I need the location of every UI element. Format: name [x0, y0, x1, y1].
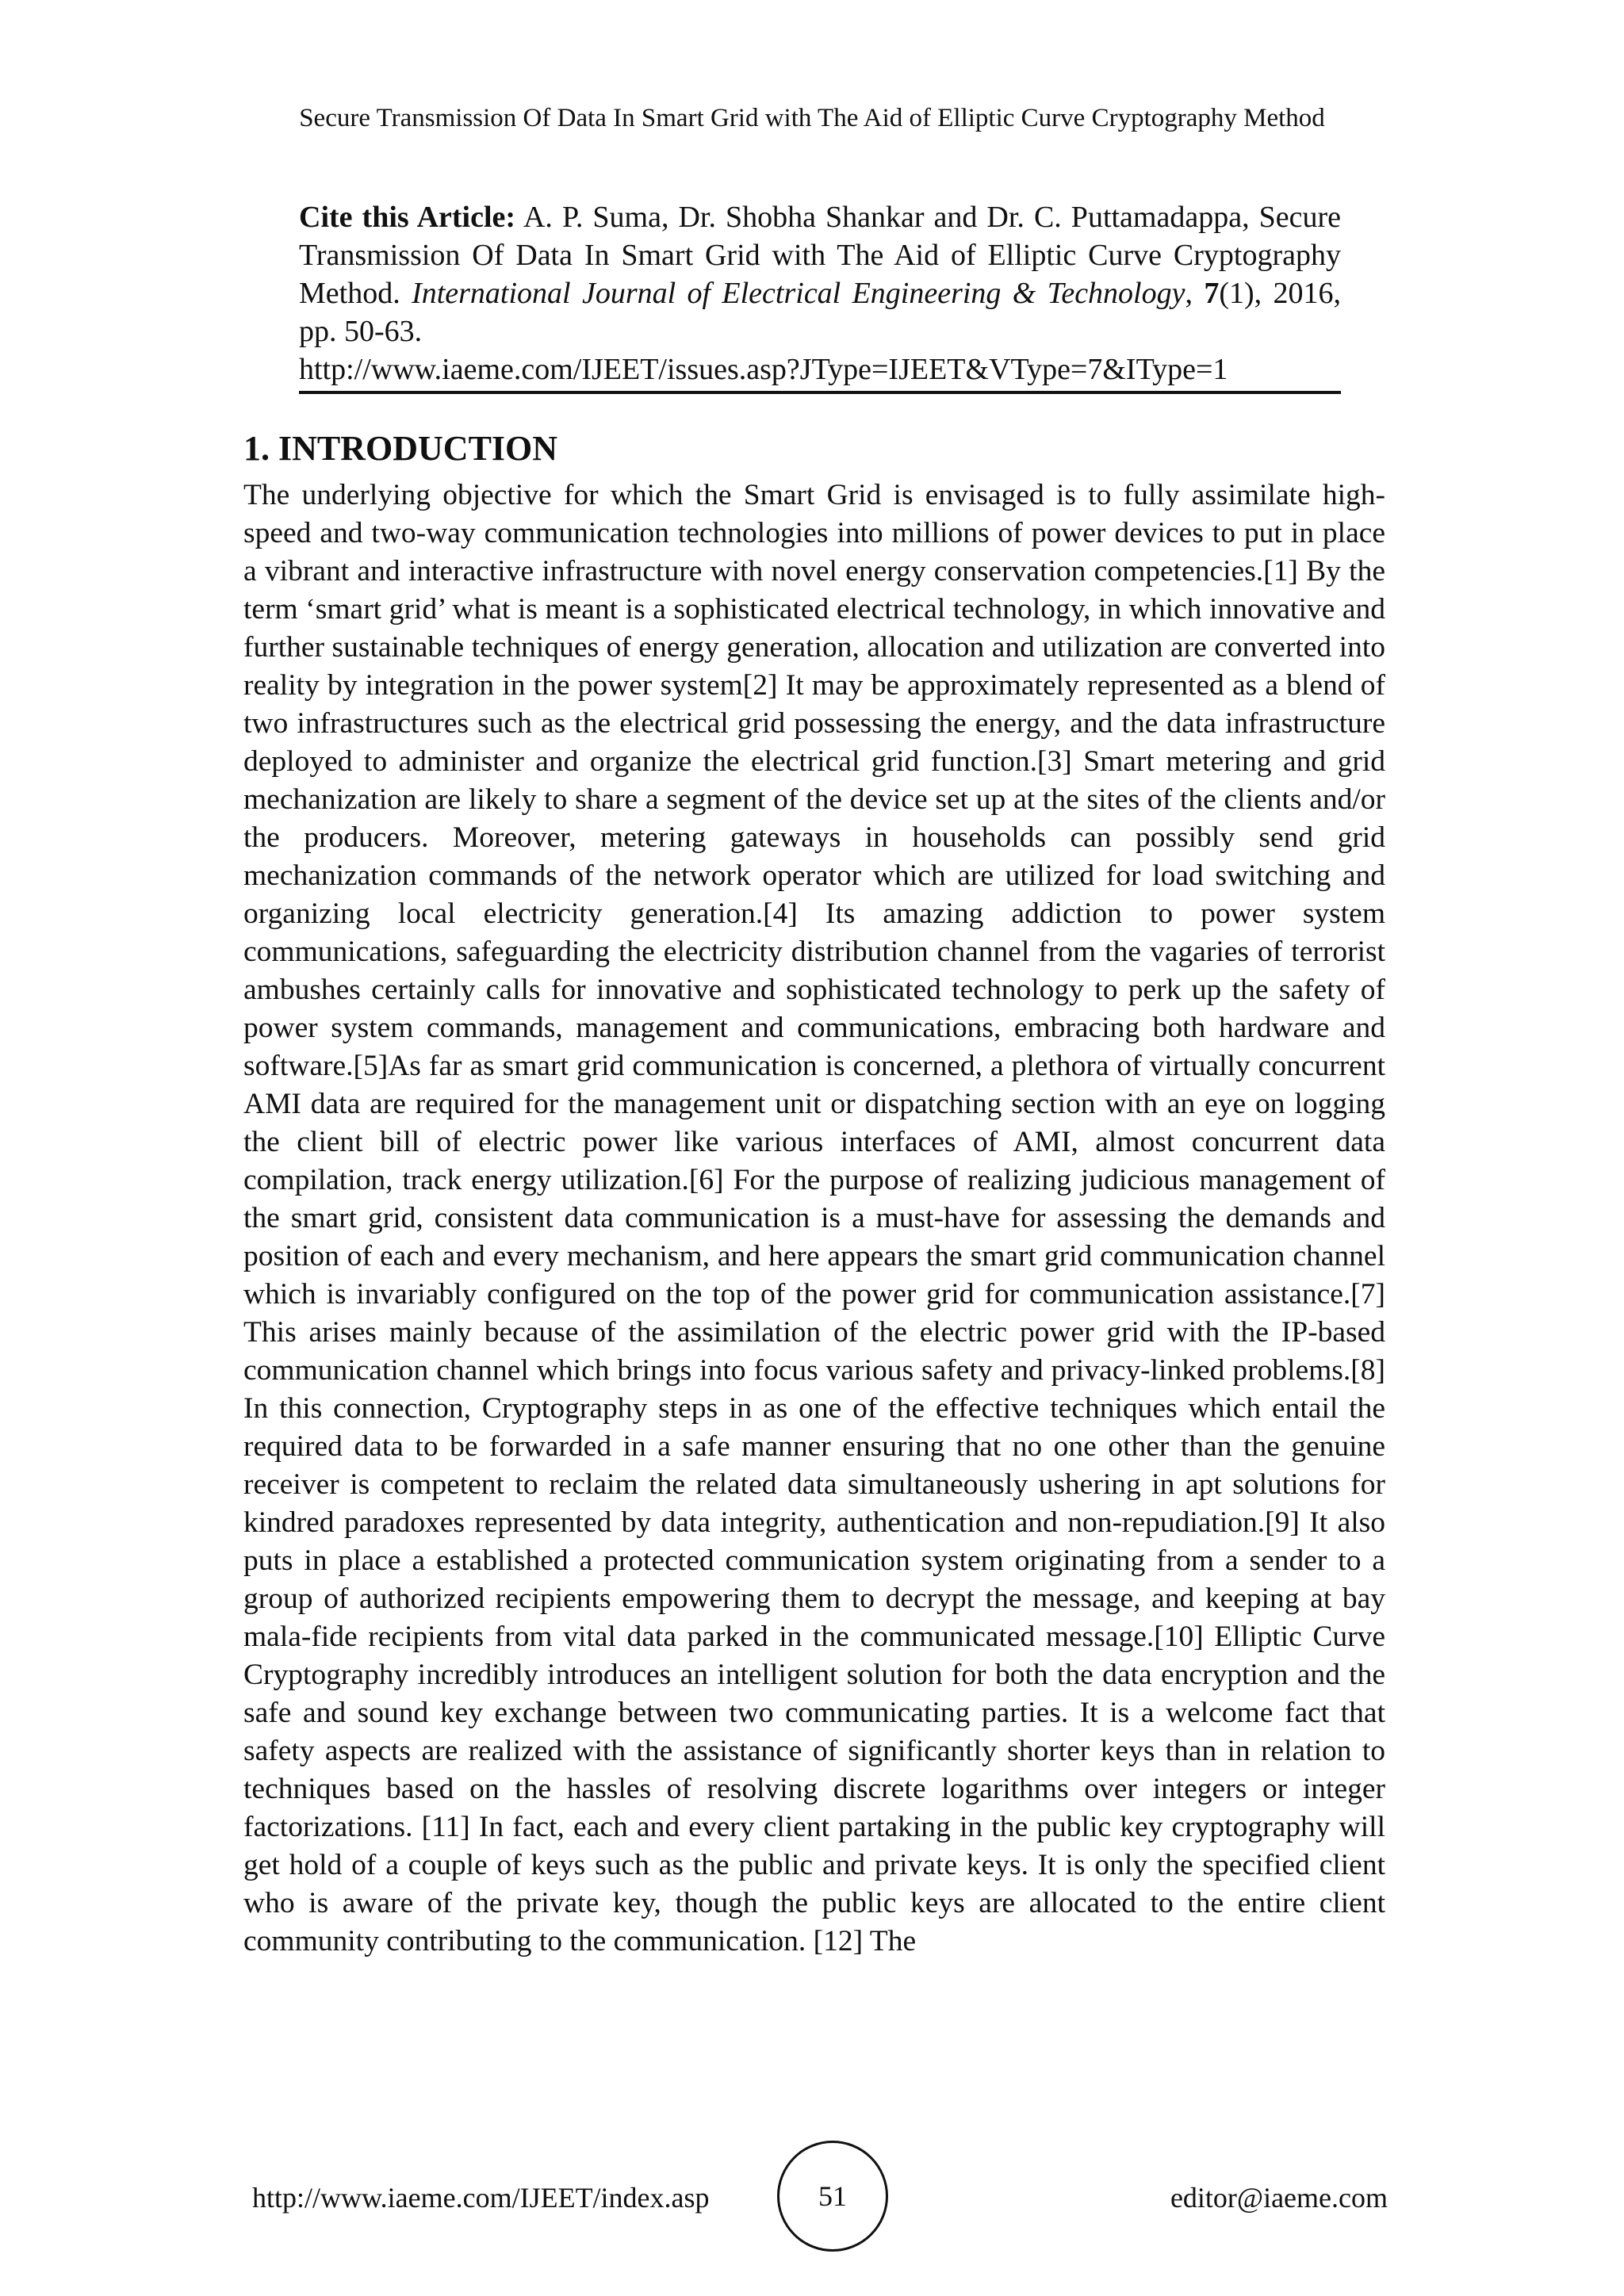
citation-volume: 7	[1204, 277, 1220, 310]
page-footer	[238, 2141, 1388, 2252]
section-heading: 1. INTRODUCTION	[243, 429, 558, 468]
citation-url[interactable]: http://www.iaeme.com/IJEET/issues.asp?JType=IJEET&VType=7&IType=1	[299, 353, 1228, 386]
footer-email[interactable]: editor@iaeme.com	[1170, 2182, 1388, 2214]
page-number-badge	[777, 2141, 888, 2252]
citation-block: Cite this Article: A. P. Suma, Dr. Shobha Shankar and Dr. C. Puttamadappa, Secure Transmission Of Data In Smart Grid with The Aid of Elliptic Curve Cryptography Method. International Journal of Electrical Engineering & Technology, 7(1), 2016, pp. 50-63. http://www.iaeme.com/IJEET/issues.asp?JType=IJEET&VType=7&IType=1	[299, 198, 1341, 388]
citation-label: Cite this Article:	[299, 201, 516, 234]
page-number: 51	[818, 2180, 847, 2212]
citation-divider	[299, 391, 1341, 394]
running-header: Secure Transmission Of Data In Smart Grid with The Aid of Elliptic Curve Cryptography Method	[299, 104, 1325, 132]
citation-authors-title: A. P. Suma, Dr. Shobha Shankar and Dr. C. Puttamadappa, Secure Transmission Of Data In Smart Grid with The Aid of Elliptic Curve Cryptography Method.	[299, 201, 1341, 310]
citation-issue-pages: (1), 2016, pp. 50-63.	[299, 277, 1341, 348]
citation-journal: International Journal of Electrical Engineering & Technology	[412, 277, 1185, 310]
section-body: The underlying objective for which the Smart Grid is envisaged is to fully assimilate high-speed and two-way communication technologies into millions of power devices to put in place a vibrant and interactive infrastructure with novel energy conservation competencies.[1] By the term ‘smart grid’ what is meant is a sophisticated electrical technology, in which innovative and further sustainable techniques of energy generation, allocation and utilization are converted into reality by integration in the power system[2] It may be approximately represented as a blend of two infrastructures such as the electrical grid possessing the energy, and the data infrastructure deployed to administer and organize the electrical grid function.[3] Smart metering and grid mechanization are likely to share a segment of the device set up at the sites of the clients and/or the producers. Moreover, metering gateways in households can possibly send grid mechanization commands of the network operator which are utilized for load switching and organizing local electricity generation.[4] Its amazing addiction to power system communications, safeguarding the electricity distribution channel from the vagaries of terrorist ambushes certainly calls for innovative and sophisticated technology to perk up the safety of power system commands, management and communications, embracing both hardware and software.[5]As far as smart grid communication is concerned, a plethora of virtually concurrent AMI data are required for the management unit or dispatching section with an eye on logging the client bill of electric power like various interfaces of AMI, almost concurrent data compilation, track energy utilization.[6] For the purpose of realizing judicious management of the smart grid, consistent data communication is a must-have for assessing the demands and position of each and every mechanism, and here appears the smart grid communication channel which is invariably configured on the top of the power grid for communication assistance.[7] This arises mainly because of the assimilation of the electric power grid with the IP-based communication channel which brings into focus various safety and privacy-linked problems.[8] In this connection, Cryptography steps in as one of the effective techniques which entail the required data to be forwarded in a safe manner ensuring that no one other than the genuine receiver is competent to reclaim the related data simultaneously ushering in apt solutions for kindred paradoxes represented by data integrity, authentication and non-repudiation.[9] It also puts in place a established a protected communication system originating from a sender to a group of authorized recipients empowering them to decrypt the message, and keeping at bay mala-fide recipients from vital data parked in the communicated message.[10] Elliptic Curve Cryptography incredibly introduces an intelligent solution for both the data encryption and the safe and sound key exchange between two communicating parties. It is a welcome fact that safety aspects are realized with the assistance of significantly shorter keys than in relation to techniques based on the hassles of resolving discrete logarithms over integers or integer factorizations. [11] In fact, each and every client partaking in the public key cryptography will get hold of a couple of keys such as the public and private keys. It is only the specified client who is aware of the private key, though the public keys are allocated to the entire client community contributing to the communication. [12] The	[243, 479, 1385, 1957]
footer-url[interactable]: http://www.iaeme.com/IJEET/index.asp	[252, 2182, 710, 2214]
